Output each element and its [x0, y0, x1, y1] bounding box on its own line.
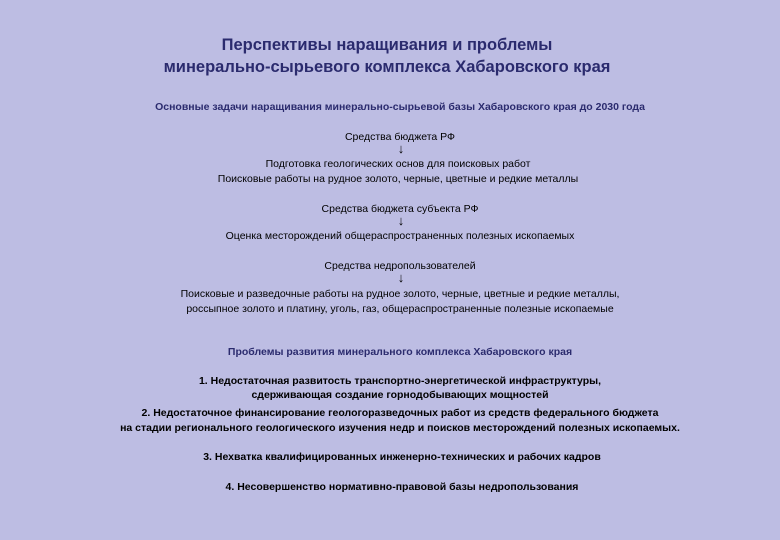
arrow-down-icon: ↓ [397, 270, 405, 285]
page-title-line-1: Перспективы наращивания и проблемы [221, 36, 553, 54]
problem-2-line-1: 2. Недостаточное финансирование геологоразведочных работ из средств федерального бюджета [141, 407, 659, 419]
funding-source-federal-budget: Средства бюджета РФ [344, 131, 456, 143]
tasks-heading: Основные задачи наращивания минерально-сырьевой базы Хабаровского края до 2030 года [155, 101, 645, 113]
task-regional: Оценка месторождений общераспространенных полезных ископаемых [225, 230, 575, 242]
problem-3: 3. Нехватка квалифицированных инженерно-технических и рабочих кадров [203, 451, 601, 463]
problem-1-line-2: сдерживающая создание горнодобывающих мощностей [251, 389, 549, 401]
problem-2-line-2: на стадии регионального геологического изучения недр и поисков месторождений полезных ископаемых. [120, 422, 680, 434]
arrow-down-icon: ↓ [397, 213, 405, 228]
task-federal-line-1: Подготовка геологических основ для поисковых работ [265, 158, 531, 170]
problem-1-line-1: 1. Недостаточная развитость транспортно-энергетической инфраструктуры, [198, 375, 602, 387]
arrow-down-icon: ↓ [397, 141, 405, 156]
problems-heading: Проблемы развития минерального комплекса Хабаровского края [227, 346, 573, 358]
task-subsoil-line-2: россыпное золото и платину, уголь, газ, общераспространенные полезные ископаемые [186, 303, 614, 315]
page-title-line-2: минерально-сырьевого комплекса Хабаровского края [163, 58, 611, 76]
task-federal-line-2: Поисковые работы на рудное золото, черные, цветные и редкие металлы [217, 173, 579, 185]
funding-source-subsoil-users: Средства недропользователей [324, 260, 476, 272]
funding-source-regional-budget: Средства бюджета субъекта РФ [321, 203, 479, 215]
task-subsoil-line-1: Поисковые и разведочные работы на рудное золото, черные, цветные и редкие металлы, [180, 288, 620, 300]
problem-4: 4. Несовершенство нормативно-правовой базы недропользования [225, 481, 579, 493]
